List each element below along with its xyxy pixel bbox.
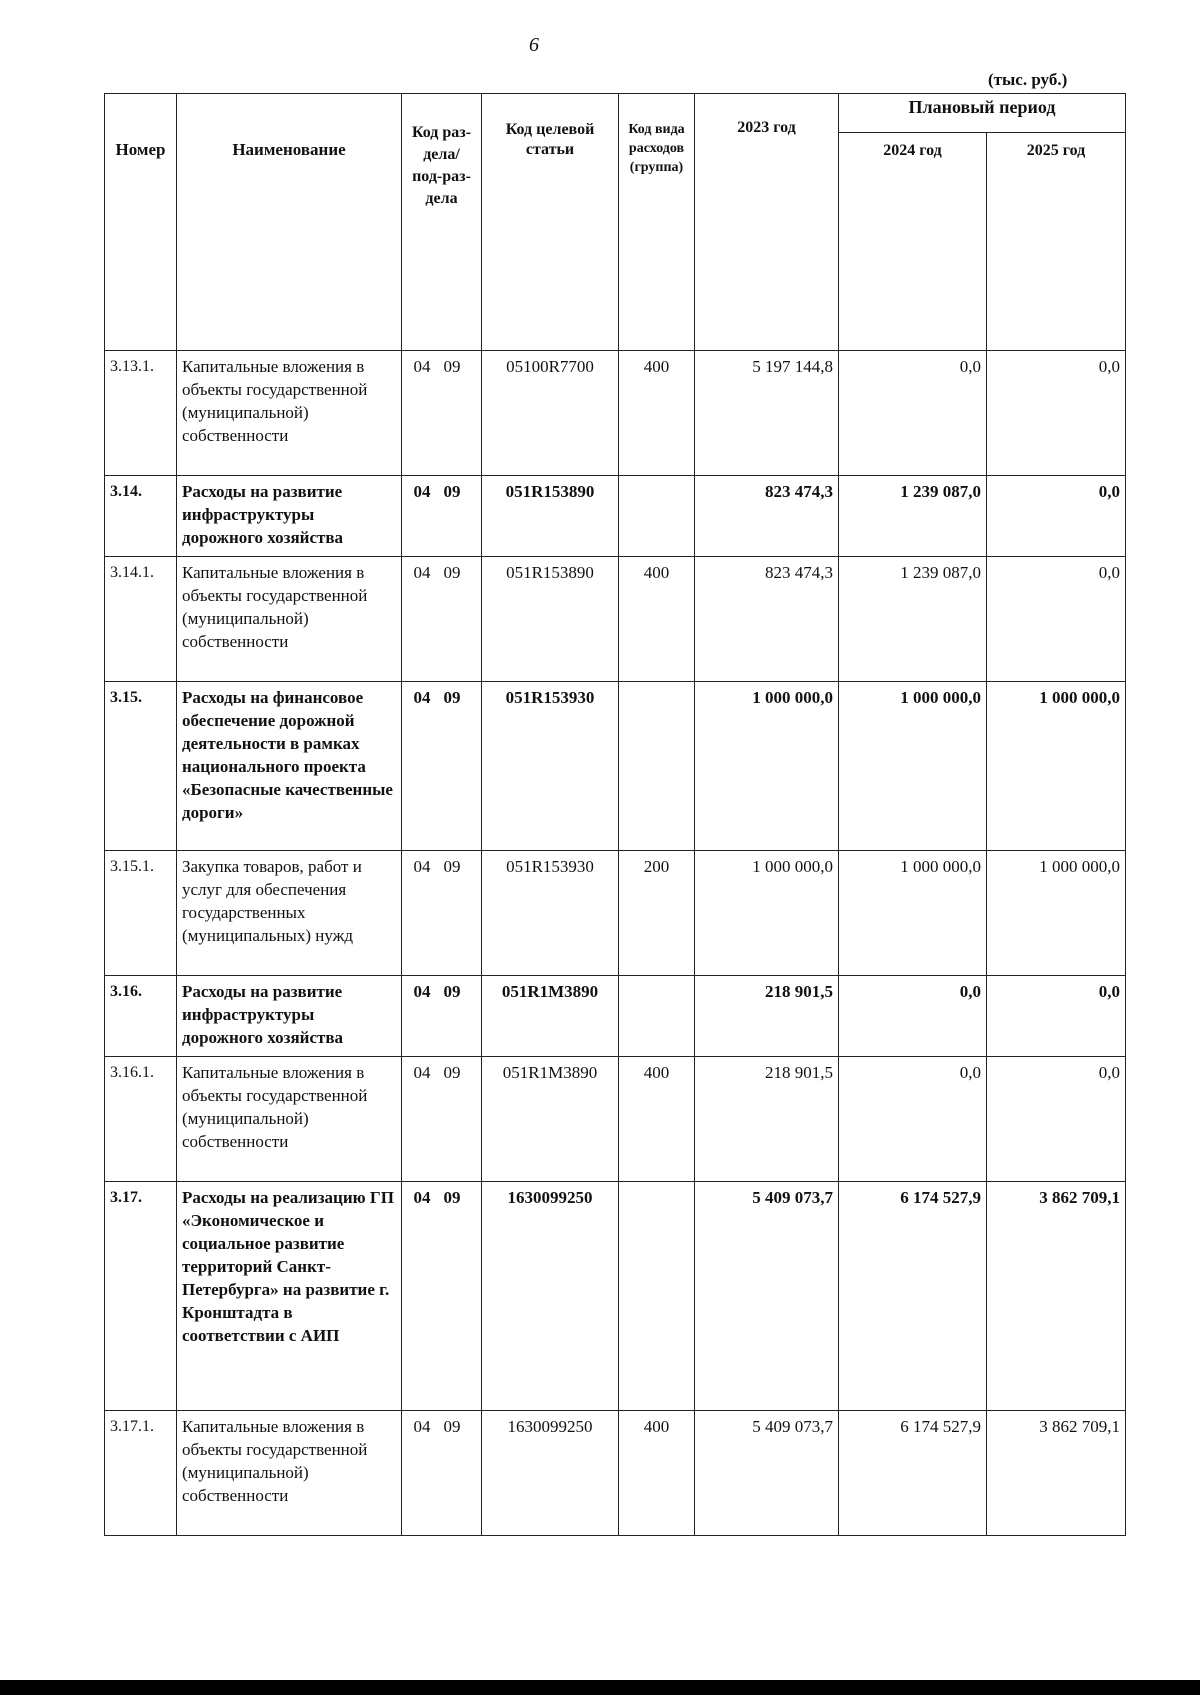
subsection-code: 09 [443, 857, 461, 876]
section-code: 04 [413, 482, 431, 501]
units-label: (тыс. руб.) [988, 70, 1068, 89]
row-expense-type [619, 476, 695, 557]
row-name: Расходы на развитие инфраструктуры дорожного хозяйства [177, 976, 402, 1057]
row-value-2024: 6 174 527,9 [839, 1182, 987, 1411]
header-plan-period: Плановый период [839, 94, 1126, 133]
row-number: 3.17.1. [105, 1411, 177, 1536]
subsection-code: 09 [443, 1063, 461, 1082]
row-name: Капитальные вложения в объекты государственной (муниципальной) собственности [177, 351, 402, 476]
row-value-2024: 1 000 000,0 [839, 851, 987, 976]
table-row [105, 351, 1126, 476]
table-row [105, 1182, 1126, 1411]
budget-table [104, 93, 1126, 1536]
row-section-code [402, 1411, 482, 1536]
row-value-2025: 0,0 [987, 976, 1126, 1057]
row-number: 3.14. [105, 476, 177, 557]
header-2024: 2024 год [839, 133, 987, 351]
subsection-code: 09 [443, 1188, 461, 1207]
row-value-2023: 5 409 073,7 [695, 1182, 839, 1411]
row-value-2025: 1 000 000,0 [987, 851, 1126, 976]
section-code: 04 [413, 1063, 431, 1082]
row-section-code [402, 476, 482, 557]
header-2025: 2025 год [987, 133, 1126, 351]
row-section-code [402, 351, 482, 476]
row-number: 3.15. [105, 682, 177, 851]
row-section-code [402, 1182, 482, 1411]
row-target-code: 05100R7700 [482, 351, 619, 476]
row-target-code: 051R1M3890 [482, 1057, 619, 1182]
row-number: 3.17. [105, 1182, 177, 1411]
row-expense-type: 400 [619, 1411, 695, 1536]
table-row [105, 976, 1126, 1057]
row-target-code: 051R153890 [482, 476, 619, 557]
header-name: Наименование [177, 94, 402, 351]
row-value-2025: 3 862 709,1 [987, 1411, 1126, 1536]
row-name: Расходы на реализацию ГП «Экономическое и социальное развитие территорий Санкт-Петербурга» на развитие г. Кронштадта в соответствии с АИП [177, 1182, 402, 1411]
row-value-2025: 0,0 [987, 557, 1126, 682]
section-code: 04 [413, 688, 431, 707]
row-name: Капитальные вложения в объекты государственной (муниципальной) собственности [177, 557, 402, 682]
row-number: 3.14.1. [105, 557, 177, 682]
header-number: Номер [105, 94, 177, 351]
subsection-code: 09 [443, 563, 461, 582]
header-section-code: Код раз-дела/ под-раз-дела [402, 94, 482, 351]
row-target-code: 1630099250 [482, 1182, 619, 1411]
table-row [105, 851, 1126, 976]
header-target-code: Код целевой статьи [482, 94, 619, 351]
table-row [105, 1057, 1126, 1182]
row-expense-type [619, 976, 695, 1057]
row-name: Закупка товаров, работ и услуг для обеспечения государственных (муниципальных) нужд [177, 851, 402, 976]
row-value-2023: 1 000 000,0 [695, 851, 839, 976]
subsection-code: 09 [443, 982, 461, 1001]
row-value-2024: 0,0 [839, 976, 987, 1057]
header-2023: 2023 год [695, 94, 839, 351]
section-code: 04 [413, 982, 431, 1001]
row-number: 3.16. [105, 976, 177, 1057]
row-expense-type: 400 [619, 351, 695, 476]
table-row [105, 476, 1126, 557]
scan-bottom-edge [0, 1680, 1200, 1695]
row-target-code: 051R1M3890 [482, 976, 619, 1057]
row-expense-type [619, 1182, 695, 1411]
row-value-2023: 5 409 073,7 [695, 1411, 839, 1536]
table-row [105, 682, 1126, 851]
row-number: 3.13.1. [105, 351, 177, 476]
row-value-2024: 0,0 [839, 1057, 987, 1182]
row-section-code [402, 976, 482, 1057]
row-value-2024: 1 239 087,0 [839, 476, 987, 557]
row-value-2023: 218 901,5 [695, 976, 839, 1057]
section-code: 04 [413, 563, 431, 582]
row-value-2023: 218 901,5 [695, 1057, 839, 1182]
row-value-2024: 6 174 527,9 [839, 1411, 987, 1536]
row-value-2025: 0,0 [987, 476, 1126, 557]
subsection-code: 09 [443, 688, 461, 707]
row-number: 3.15.1. [105, 851, 177, 976]
row-expense-type: 400 [619, 557, 695, 682]
section-code: 04 [413, 857, 431, 876]
row-expense-type: 200 [619, 851, 695, 976]
subsection-code: 09 [443, 357, 461, 376]
table-row [105, 557, 1126, 682]
row-value-2025: 3 862 709,1 [987, 1182, 1126, 1411]
header-row-top [105, 94, 1126, 133]
subsection-code: 09 [443, 1417, 461, 1436]
row-name: Капитальные вложения в объекты государственной (муниципальной) собственности [177, 1411, 402, 1536]
row-value-2024: 1 239 087,0 [839, 557, 987, 682]
row-number: 3.16.1. [105, 1057, 177, 1182]
row-value-2025: 0,0 [987, 351, 1126, 476]
page-number: 6 [529, 34, 539, 56]
row-target-code: 1630099250 [482, 1411, 619, 1536]
section-code: 04 [413, 1417, 431, 1436]
row-name: Расходы на развитие инфраструктуры дорожного хозяйства [177, 476, 402, 557]
header-expense-type: Код вида расходов (группа) [619, 94, 695, 351]
row-value-2024: 0,0 [839, 351, 987, 476]
row-value-2025: 0,0 [987, 1057, 1126, 1182]
row-section-code [402, 851, 482, 976]
row-name: Расходы на финансовое обеспечение дорожной деятельности в рамках национального проекта «Безопасные качественные дороги» [177, 682, 402, 851]
row-value-2023: 1 000 000,0 [695, 682, 839, 851]
row-expense-type: 400 [619, 1057, 695, 1182]
row-section-code [402, 682, 482, 851]
section-code: 04 [413, 1188, 431, 1207]
row-value-2023: 823 474,3 [695, 557, 839, 682]
row-value-2025: 1 000 000,0 [987, 682, 1126, 851]
row-name: Капитальные вложения в объекты государственной (муниципальной) собственности [177, 1057, 402, 1182]
subsection-code: 09 [443, 482, 461, 501]
row-section-code [402, 557, 482, 682]
table-row [105, 1411, 1126, 1536]
section-code: 04 [413, 357, 431, 376]
row-expense-type [619, 682, 695, 851]
row-value-2024: 1 000 000,0 [839, 682, 987, 851]
row-target-code: 051R153890 [482, 557, 619, 682]
row-section-code [402, 1057, 482, 1182]
row-value-2023: 823 474,3 [695, 476, 839, 557]
row-value-2023: 5 197 144,8 [695, 351, 839, 476]
row-target-code: 051R153930 [482, 851, 619, 976]
row-target-code: 051R153930 [482, 682, 619, 851]
table-body [105, 351, 1126, 1536]
